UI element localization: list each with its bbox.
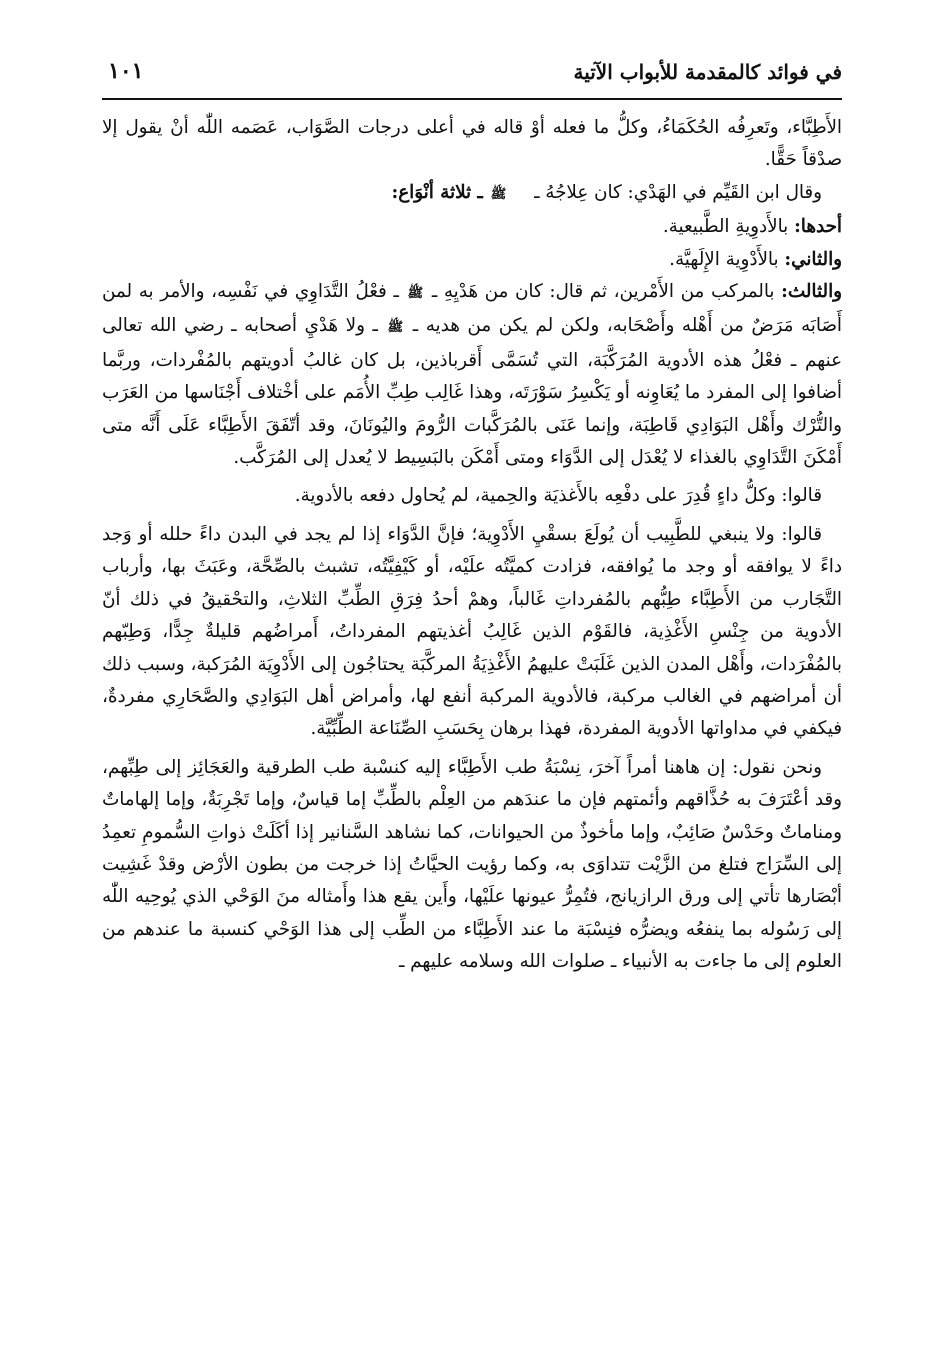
paragraph-second-type <box>102 244 842 276</box>
paragraph-first-type <box>102 211 842 243</box>
salutation-mark: ﷺ <box>490 186 507 202</box>
body-text <box>102 112 842 979</box>
page-number: ١٠١ <box>108 58 144 84</box>
paragraph-third-type <box>102 276 842 474</box>
book-page <box>102 52 842 979</box>
page-header <box>102 52 842 100</box>
paragraph-nahnu-naqul: ونحن نقول: إن هاهنا أمراً آخرَ، نِسْبَةُ طب الأَطِبَّاء إليه كنسْبة طب الطرقية والعَجَائِز إلى طِبِّهم، وقد أعْتَرَفَ به حُذَّاقهم وأئمتهم فإن ما عندَهم من العِلْم بالطِّبِّ إما قياسٌ، وإما تَجْرِبَةٌ، وإما إلهاماتٌ ومناماتٌ وحَدْسٌ صَائِبٌ، وإما مأخوذٌ من الحيوانات، كما نشاهد السَّنانير إذا أكَلَتْ ذواتِ السُّمومِ تعمِدُ إلى السِّرَاج فتلغ من الزَّيْت تتداوَى به، وكما رؤيت الحيَّاتُ إذا خرجت من بطون الأرْض وقدْ غَشِيت أبْصَارها تأتي إلى ورق الرازيانج، فتُمِرُّ عيونها علَيْها، وأَين يقع هذا وأَمثاله منَ الوَحْي الذي يُوحِيه اللّٰه إلى رَسُوله بما ينفعُه ويضرُّه فنِسْبَة ما عند الأَطِبَّاء من الطِّب إلى هذا الوَحْي كنسبة ما عندهم من العلوم إلى ما جاءت به الأنبياء ـ صلوات الله وسلامه عليهم ـ <box>102 756 842 973</box>
paragraph-ibn-qayyim <box>102 177 842 211</box>
paragraph-ibn-qayyim-lead: وقال ابن القَيِّم في الهَدْي: كان عِلاجُهُ ـ <box>534 181 822 203</box>
salutation-mark: ﷺ <box>407 286 424 302</box>
third-type-text-b: ـ فعْلُ التَّدَاوِي في نَفْسِه، والأمر به لمن أَصَابَه مَرَضٌ من أَهْله وأَصْحَابه، ولكن لم يكن من هديه ـ <box>102 281 843 337</box>
second-type-text: بالأَدْوِية الإِلَهيَّة. <box>669 248 779 270</box>
salutation-mark: ﷺ <box>387 320 404 336</box>
three-types-phrase: ـ ثلاثة أنْوَاع: <box>391 181 483 203</box>
third-type-text-a: بالمركب من الأَمْرين، ثم قال: كان من هَدْيِهِ ـ <box>431 281 775 303</box>
paragraph-qalu-1: قالوا: وكلُّ داءٍ قُدِرَ على دفْعِه بالأَغذيَة والحِمية، لم يُحاول دفعه بالأدوية. <box>294 485 822 507</box>
paragraph-qalu-2: قالوا: ولا ينبغي للطَّبِيب أن يُولَعَ بسقْيِ الأَدْوِية؛ فإنَّ الدَّوَاء إذا لم يجد في البدن داءً حلله أو وَجد داءً لا يوافقه أو وجد ما يُوافقه، فزادت كميَّتُه علَيْه، أو كَيْفِيَّتُه، تشبث بالصِّحَّة، وعَبَثَ بها، وأرباب التَّجَارب من الأَطِبَّاء طِبُّهم بالمُفرداتِ غَالباً، وهمْ أحدُ فِرَقِ الطِّبِّ الثلاثِ، والتحْقيقُ في ذلك أنّ الأدوية من جِنْسِ الأَغْذِية، فالقَوْم الذين غَالِبُ أغذيتهم المفرداتُ، أَمراضُهم قليلةٌ جِدًّا، وَطِبّهم بالمُفْرَدات، وأَهْل المدن الذين غَلَبَتْ عليهمُ الأَغْذِيَةُ المركَّبَة يحتاجُون إلى الأَدْوِيَة المُرَكبة، وسبب ذلك أن أمراضهم في الغالب مركبة، فالأدوية المركبة أنفع لها، وأمراض أهل البَوَادِي والصَّحَارِي مفردةٌ، فيكفي في مداواتها الأدوية المفردة، فهذا برهان بِحَسَبِ الصِّنَاعة الطِّبِّيَّة. <box>102 523 842 740</box>
label-second: والثاني: <box>784 248 842 270</box>
running-title: في فوائد كالمقدمة للأبواب الآتية <box>573 60 842 84</box>
paragraph-1: الأَطِبَّاء، وتَعرِفُه الحُكَمَاءُ، وكلُّ ما فعله أوْ قاله في أعلى درجات الصَّوَاب، عَصَمه اللّٰه أنْ يقول إلا صدْقاً حَقًّا. <box>102 117 842 171</box>
label-third: والثالث: <box>781 281 842 303</box>
first-type-text: بالأَدوِيةِ الطَّبيعية. <box>662 216 789 238</box>
label-first: أحدها: <box>794 216 842 238</box>
third-type-text-c: ـ ولا هَدْيِ أصحابه ـ رضي الله تعالى عنهم ـ فعْلُ هذه الأدوية المُرَكَّبَة، التي تُسَمَّى أَقرباذين، بل كان غالبُ أدويتهم بالمُفْردات، وربَّما أضافوا إلى المفرد ما يُعَاوِنه أو يَكْسِرُ سَوْرَتَه، وهذا غَالِب طِبِّ الأُمَم على أخْتلاف أَجْنَاسها من العَرَب والتُّرْك وأَهْل البَوَادِي قَاطِبَة، وإنما عَنَى بالمُرَكَّبات الرُّومَ واليُونَانَ، وقد أتّفَقَ الأَطِبَّاء عَلَى أَنَّه متى أَمْكَنَ التَّدَاوِي بالغذاء لا يُعْدَل إلى الدَّوَاء ومتى أَمْكَن بالبَسِيط لا يُعدل إلى المُرَكَّب. <box>102 315 842 469</box>
